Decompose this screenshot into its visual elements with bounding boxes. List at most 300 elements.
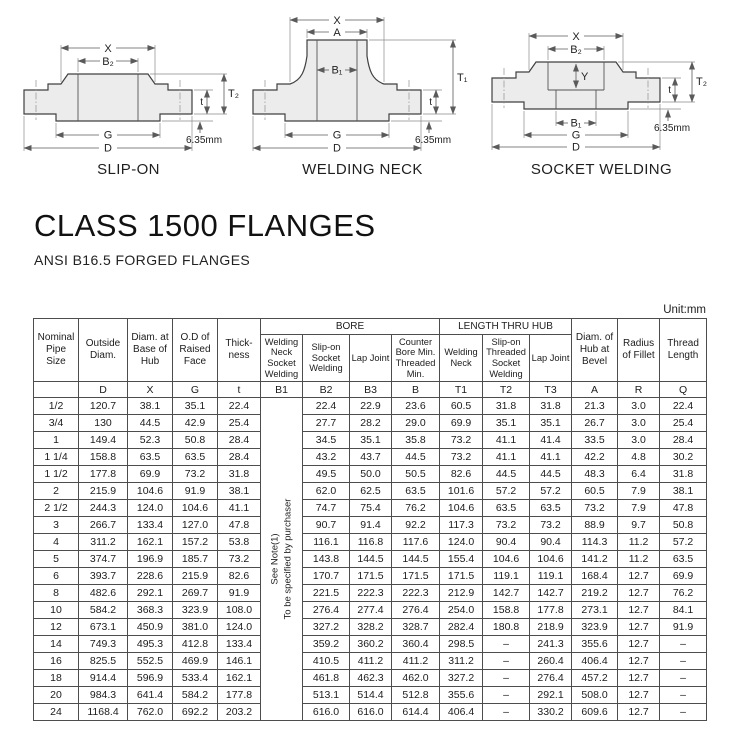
table-cell: 12.7 [618,670,660,687]
table-cell: 359.2 [303,636,350,653]
dim-label-t: t [429,97,432,108]
table-cell: 2 [34,483,79,500]
header-bore-welding-neck: Welding Neck Socket Welding [261,335,303,382]
table-cell: 31.8 [530,398,572,415]
letter-cell: B2 [303,382,350,398]
table-row [34,483,707,500]
table-cell: 411.2 [392,653,440,670]
table-cell: – [660,636,707,653]
dim-label-t2: T₂ [228,88,239,100]
welding-neck-flange-body [253,40,421,121]
table-cell: 91.9 [218,585,261,602]
b1-note-line: See Note(1) [269,533,281,585]
table-cell: 22.4 [660,398,707,415]
table-cell: 101.6 [440,483,483,500]
header-bore-slip-on: Slip-on Socket Welding [303,335,350,382]
table-cell: 91.9 [173,483,218,500]
letter-cell: X [128,382,173,398]
letter-cell: R [618,382,660,398]
table-cell: 825.5 [79,653,128,670]
dim-label-x: X [572,30,580,43]
table-cell: 177.8 [218,687,261,704]
table-cell: 117.3 [440,517,483,534]
table-cell: 162.1 [128,534,173,551]
table-cell: 584.2 [79,602,128,619]
table-cell: 254.0 [440,602,483,619]
table-cell: 60.5 [572,483,618,500]
table-cell: 21.3 [572,398,618,415]
table-cell: 482.6 [79,585,128,602]
letter-cell: Q [660,382,707,398]
table-cell: 7.9 [618,500,660,517]
table-cell: 149.4 [79,432,128,449]
header-diam-hub-at-bevel: Diam. of Hub at Bevel [572,319,618,382]
table-cell: 914.4 [79,670,128,687]
table-row [34,585,707,602]
table-cell: 3.0 [618,415,660,432]
header-bore-counter-bore: Counter Bore Min. Threaded Min. [392,335,440,382]
table-cell: 374.7 [79,551,128,568]
table-cell: 63.5 [128,449,173,466]
table-cell: 5 [34,551,79,568]
dim-label-g: G [332,129,342,142]
table-cell: 28.4 [660,432,707,449]
table-cell: 218.9 [530,619,572,636]
table-row [34,415,707,432]
table-cell: 177.8 [79,466,128,483]
table-cell: 221.5 [303,585,350,602]
table-cell: 44.5 [483,466,530,483]
table-cell: 170.7 [303,568,350,585]
table-row [34,517,707,534]
table-cell: 215.9 [79,483,128,500]
table-cell: 292.1 [128,585,173,602]
table-cell: 104.6 [440,500,483,517]
slip-on-drawing [16,34,241,156]
table-cell: 50.5 [392,466,440,483]
table-cell: 124.0 [218,619,261,636]
table-cell: 457.2 [572,670,618,687]
table-cell: 3.0 [618,432,660,449]
dim-label-d: D [333,142,341,155]
table-cell: – [660,670,707,687]
table-cell: 323.9 [173,602,218,619]
table-cell: 157.2 [173,534,218,551]
table-cell: 50.0 [350,466,392,483]
table-body [34,398,707,721]
table-cell: 7.9 [618,483,660,500]
table-cell: 10 [34,602,79,619]
table-cell: 88.9 [572,517,618,534]
header-bore-lap-joint: Lap Joint [350,335,392,382]
table-header [34,319,707,398]
table-cell: 47.8 [660,500,707,517]
table-cell: 276.4 [392,602,440,619]
table-cell: 116.1 [303,534,350,551]
page-subtitle: ANSI B16.5 FORGED FLANGES [34,252,251,268]
table-cell: 49.5 [303,466,350,483]
table-cell: 38.1 [660,483,707,500]
table-cell: 73.2 [173,466,218,483]
table-cell: 222.3 [392,585,440,602]
table-cell: 24 [34,704,79,721]
table-cell: – [483,670,530,687]
table-row [34,534,707,551]
b1-note-text [268,499,295,620]
table-cell: 31.8 [218,466,261,483]
table-cell: 311.2 [79,534,128,551]
table-cell: 31.8 [483,398,530,415]
flange-dimensions-table [33,318,707,721]
table-cell: 63.5 [483,500,530,517]
table-cell: 269.7 [173,585,218,602]
table-cell: 116.8 [350,534,392,551]
table-cell: 50.8 [660,517,707,534]
table-cell: 244.3 [79,500,128,517]
table-cell: 43.2 [303,449,350,466]
table-cell: 3.0 [618,398,660,415]
table-cell: 35.1 [350,432,392,449]
header-thread-length: Thread Length [660,319,707,382]
table-cell: 171.5 [350,568,392,585]
dim-label-t: t [200,97,203,108]
table-cell: 609.6 [572,704,618,721]
table-cell: 12.7 [618,653,660,670]
table-cell: 330.2 [530,704,572,721]
b1-note-cell [261,398,303,721]
diagram-caption-socket-welding: SOCKET WELDING [530,161,673,178]
table-row [34,398,707,415]
table-cell: 406.4 [572,653,618,670]
table-cell: 196.9 [128,551,173,568]
dim-label-t1: T₁ [457,72,468,84]
table-cell: 12.7 [618,602,660,619]
letter-cell: B1 [261,382,303,398]
dim-label-x: X [333,14,341,27]
table-row [34,653,707,670]
table-cell: 3/4 [34,415,79,432]
table-cell: 41.1 [218,500,261,517]
table-cell: 42.9 [173,415,218,432]
table-cell: 171.5 [440,568,483,585]
table-cell: 25.4 [218,415,261,432]
letter-cell: A [572,382,618,398]
unit-label: Unit:mm [663,304,706,316]
letter-cell: T1 [440,382,483,398]
table-cell: 31.8 [660,466,707,483]
table-cell: 260.4 [530,653,572,670]
table-cell: 4.8 [618,449,660,466]
table-row [34,619,707,636]
table-row [34,466,707,483]
table-cell: 616.0 [350,704,392,721]
letter-row [34,382,707,398]
table-cell: 9.7 [618,517,660,534]
table-cell: 73.2 [440,449,483,466]
table-cell: 90.7 [303,517,350,534]
header-outside-diam: Outside Diam. [79,319,128,382]
table-cell: 180.8 [483,619,530,636]
diagram-socket-welding [484,24,719,178]
table-cell: 177.8 [530,602,572,619]
table-cell: 158.8 [483,602,530,619]
table-cell: 35.1 [530,415,572,432]
table-cell: 69.9 [660,568,707,585]
table-cell: 143.8 [303,551,350,568]
table-cell: 63.5 [392,483,440,500]
table-cell: 355.6 [440,687,483,704]
table-cell: 104.6 [483,551,530,568]
diagram-welding-neck [245,8,480,178]
table-cell: 4 [34,534,79,551]
table-cell: 62.5 [350,483,392,500]
table-cell: 1 1/4 [34,449,79,466]
table-cell: 185.7 [173,551,218,568]
table-cell: 469.9 [173,653,218,670]
table-cell: 228.6 [128,568,173,585]
table-cell: 16 [34,653,79,670]
table-cell: 144.5 [392,551,440,568]
table-row [34,704,707,721]
table-cell: 12.7 [618,585,660,602]
table-cell: 1168.4 [79,704,128,721]
table-cell: 44.5 [530,466,572,483]
table-cell: 23.6 [392,398,440,415]
table-cell: 29.0 [392,415,440,432]
header-nominal-pipe-size: Nominal Pipe Size [34,319,79,382]
table-cell: 212.9 [440,585,483,602]
letter-cell [34,382,79,398]
table-cell: 552.5 [128,653,173,670]
dim-label-x: X [104,42,112,55]
table-cell: 146.1 [218,653,261,670]
table-cell: 142.7 [483,585,530,602]
dim-label-g: G [103,129,113,142]
flange-diagrams [0,0,730,178]
letter-cell: B [392,382,440,398]
table-cell: 73.2 [440,432,483,449]
table-cell: 12 [34,619,79,636]
table-cell: 117.6 [392,534,440,551]
dim-label-step: 6.35mm [414,135,452,146]
table-cell: – [483,636,530,653]
table-cell: 616.0 [303,704,350,721]
letter-cell: T2 [483,382,530,398]
table-row [34,500,707,517]
table-row [34,687,707,704]
table-cell: 1/2 [34,398,79,415]
table-cell: 6.4 [618,466,660,483]
table-cell: – [483,687,530,704]
table-cell: 215.9 [173,568,218,585]
table-cell: 47.8 [218,517,261,534]
table-cell: – [660,653,707,670]
table-cell: 28.4 [218,432,261,449]
table-cell: 82.6 [440,466,483,483]
table-cell: 52.3 [128,432,173,449]
table-row [34,636,707,653]
table-cell: 2 1/2 [34,500,79,517]
dim-label-y: Y [581,71,589,83]
table-cell: 104.6 [173,500,218,517]
letter-cell: D [79,382,128,398]
b1-note-line: To be specified by purchaser [282,498,294,620]
table-cell: 41.1 [483,432,530,449]
dim-label-b2: B₂ [102,55,114,68]
table-cell: 69.9 [128,466,173,483]
table-cell: 42.2 [572,449,618,466]
table-cell: 104.6 [128,483,173,500]
table-cell: 749.3 [79,636,128,653]
table-cell: 22.9 [350,398,392,415]
table-cell: 155.4 [440,551,483,568]
table-cell: 26.7 [572,415,618,432]
table-cell: 393.7 [79,568,128,585]
table-cell: 311.2 [440,653,483,670]
table-cell: 74.7 [303,500,350,517]
dim-label-b1: B₁ [331,64,343,77]
table-cell: 3 [34,517,79,534]
table-cell: 41.4 [530,432,572,449]
table-cell: 355.6 [572,636,618,653]
table-cell: 596.9 [128,670,173,687]
table-cell: 133.4 [128,517,173,534]
dim-label-d: D [572,141,580,154]
table-cell: 43.7 [350,449,392,466]
table-cell: 124.0 [128,500,173,517]
table-cell: 327.2 [303,619,350,636]
letter-cell: T3 [530,382,572,398]
table-cell: 614.4 [392,704,440,721]
table-cell: 219.2 [572,585,618,602]
table-cell: 277.4 [350,602,392,619]
table-cell: 62.0 [303,483,350,500]
table-cell: 533.4 [173,670,218,687]
table-cell: 35.8 [392,432,440,449]
header-thickness: Thick-ness [218,319,261,382]
table-cell: 73.2 [530,517,572,534]
table-cell: 11.2 [618,534,660,551]
table-cell: 6 [34,568,79,585]
header-radius-of-fillet: Radius of Fillet [618,319,660,382]
table-cell: 360.4 [392,636,440,653]
table-cell: 12.7 [618,704,660,721]
table-row [34,551,707,568]
page-title: CLASS 1500 FLANGES [34,208,376,243]
diagram-caption-slip-on: SLIP-ON [97,161,160,178]
table-cell: 171.5 [392,568,440,585]
dim-label-g: G [571,129,581,142]
table-row [34,449,707,466]
table-cell: 158.8 [79,449,128,466]
table-cell: 104.6 [530,551,572,568]
table-cell: 323.9 [572,619,618,636]
table-cell: 762.0 [128,704,173,721]
table-cell: 327.2 [440,670,483,687]
table-row [34,568,707,585]
table-cell: 35.1 [483,415,530,432]
table-cell: – [483,704,530,721]
dim-label-d: D [104,142,112,155]
table-cell: 41.1 [483,449,530,466]
table-cell: – [660,704,707,721]
table-cell: 292.1 [530,687,572,704]
table-cell: 168.4 [572,568,618,585]
table-cell: 14 [34,636,79,653]
table-cell: 450.9 [128,619,173,636]
table-row [34,670,707,687]
table-cell: 222.3 [350,585,392,602]
table-cell: 25.4 [660,415,707,432]
dim-label-t2: T₂ [696,76,707,88]
table-cell: 18 [34,670,79,687]
table-cell: 91.4 [350,517,392,534]
table-cell: 142.7 [530,585,572,602]
table-cell: 48.3 [572,466,618,483]
table-cell: 41.1 [530,449,572,466]
table-cell: 410.5 [303,653,350,670]
header-od-raised-face: O.D of Raised Face [173,319,218,382]
table-cell: 141.2 [572,551,618,568]
table-cell: 328.2 [350,619,392,636]
table-cell: 33.5 [572,432,618,449]
table-cell: 22.4 [303,398,350,415]
table-cell: 63.5 [530,500,572,517]
table-cell: 114.3 [572,534,618,551]
table-cell: 27.7 [303,415,350,432]
table-cell: 76.2 [392,500,440,517]
table-cell: 514.4 [350,687,392,704]
table-cell: 76.2 [660,585,707,602]
table-cell: 508.0 [572,687,618,704]
table-cell: 298.5 [440,636,483,653]
table-cell: 34.5 [303,432,350,449]
table-cell: 38.1 [128,398,173,415]
dim-label-step: 6.35mm [185,135,223,146]
table-cell: 368.3 [128,602,173,619]
header-hub-slip-on: Slip-on Threaded Socket Welding [483,335,530,382]
table-cell: 75.4 [350,500,392,517]
table-cell: 57.2 [483,483,530,500]
table-cell: – [483,653,530,670]
table-cell: 673.1 [79,619,128,636]
table-cell: 273.1 [572,602,618,619]
table-cell: 584.2 [173,687,218,704]
socket-welding-drawing [484,24,719,156]
header-hub-lap-joint: Lap Joint [530,335,572,382]
table-cell: 53.8 [218,534,261,551]
letter-cell: t [218,382,261,398]
letter-cell: B3 [350,382,392,398]
letter-cell: G [173,382,218,398]
table-cell: 276.4 [303,602,350,619]
table-cell: 38.1 [218,483,261,500]
table-cell: 381.0 [173,619,218,636]
table-cell: 282.4 [440,619,483,636]
table-cell: 30.2 [660,449,707,466]
table-cell: 90.4 [483,534,530,551]
table-cell: 73.2 [572,500,618,517]
dim-label-t: t [668,85,671,96]
table-cell: 1 1/2 [34,466,79,483]
table-cell: 11.2 [618,551,660,568]
table-cell: 461.8 [303,670,350,687]
table-cell: 63.5 [173,449,218,466]
table-cell: 57.2 [530,483,572,500]
table-cell: 12.7 [618,568,660,585]
table-cell: 35.1 [173,398,218,415]
table-cell: 69.9 [440,415,483,432]
